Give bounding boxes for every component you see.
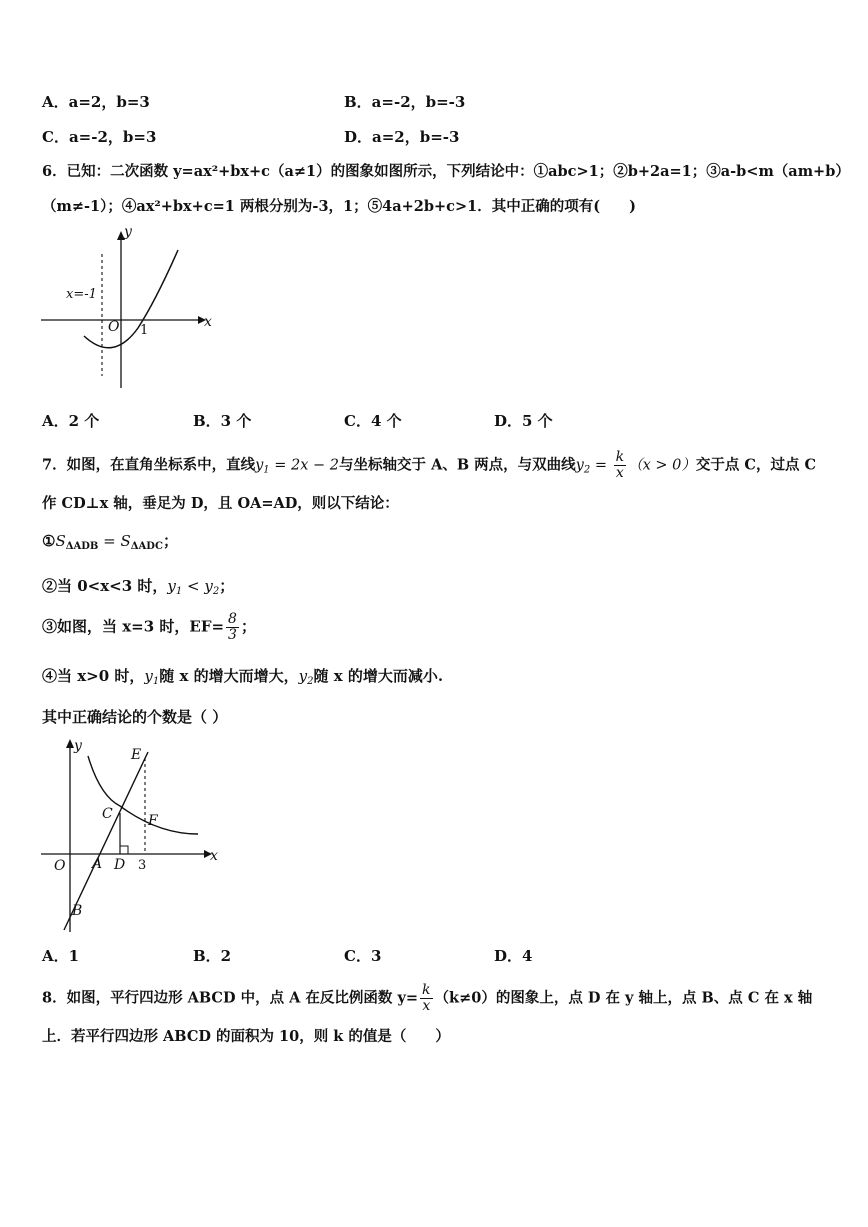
- q7-statement-4: ④当 x>0 时，$y_1$随 x 的增大而增大，$y_2$随 x 的增大而减小.: [42, 667, 444, 687]
- q8-line-2: 上．若平行四边形 ABCD 的面积为 10，则 k 的值是（ ）: [42, 1028, 450, 1045]
- q6-option-b: B．3 个: [193, 412, 252, 430]
- q7-line-1: 7．如图，在直角坐标系中，直线$y_1 = 2x - 2$与坐标轴交于 A、B 两点，与双曲线$y_2$ = $\frac{k}{x}$ （x > 0）交于点 C，过点 C: [42, 449, 817, 481]
- q6-line-1: 6．已知：二次函数 y=ax²+bx+c（a≠1）的图象如图所示，下列结论中：①abc>1；②b+2a=1；③a-b<m（am+b）: [42, 163, 850, 180]
- q6-option-d: D．5 个: [494, 412, 553, 430]
- q7-origin-label: O: [54, 858, 66, 874]
- q7-option-a: A．1: [42, 947, 80, 965]
- hyperbola-curve: [88, 756, 198, 834]
- q7-point-f: F: [148, 813, 158, 829]
- q6-line-2: （m≠-1）；④ax²+bx+c=1 两根分别为-3，1；⑤4a+2b+c>1．其中正确的项有( ): [42, 198, 636, 215]
- q7-point-d: D: [114, 857, 126, 873]
- q6-option-c: C．4 个: [344, 412, 402, 430]
- q8-line-1: 8．如图，平行四边形 ABCD 中，点 A 在反比例函数 y= $\frac{k}{x}$ （k≠0）的图象上，点 D 在 y 轴上，点 B、点 C 在 x 轴: [42, 982, 813, 1014]
- q8-k-over-x: $\frac{k}{x}$: [422, 982, 431, 1014]
- q7-x-label: x: [210, 848, 218, 864]
- q5-option-c: C．a=-2，b=3: [42, 128, 157, 146]
- q7-line-hyperbola-graph: [38, 734, 218, 934]
- y-axis-arrow: [66, 739, 74, 748]
- q6-symmetry-label: x=-1: [66, 287, 97, 302]
- q7-line-2: 作 CD⊥x 轴，垂足为 D，且 OA=AD，则以下结论：: [42, 495, 399, 512]
- q7-point-a: A: [92, 856, 103, 872]
- q7-statement-2: ②当 0<x<3 时，$y_1 < y_2$；: [42, 577, 235, 597]
- q6-y-label: y: [124, 228, 132, 240]
- q7-point-c: C: [102, 806, 113, 822]
- q7-point-e: E: [131, 747, 142, 763]
- q7-tick-3: 3: [138, 858, 147, 873]
- q6-root-label: 1: [140, 323, 149, 338]
- q7-point-b: B: [72, 903, 83, 919]
- q5-option-b: B．a=-2，b=-3: [344, 93, 466, 111]
- q7-statement-3: ③如图，当 x=3 时，EF= $\frac{8}{3}$ ；: [42, 611, 256, 643]
- q7-eight-thirds: $\frac{8}{3}$: [228, 611, 237, 643]
- q7-option-b: B．2: [193, 947, 232, 965]
- q7-statement-1: $①S_{\Delta ADB} = S_{\Delta ADC}$；: [42, 532, 178, 552]
- q6-x-label: x: [204, 314, 212, 330]
- q6-parabola-graph: [38, 228, 218, 392]
- q5-option-d: D．a=2，b=-3: [344, 128, 460, 146]
- q7-question: 其中正确结论的个数是（ ）: [42, 708, 228, 726]
- q6-origin-label: O: [108, 319, 120, 335]
- q7-option-d: D．4: [494, 947, 533, 965]
- q7-option-c: C．3: [344, 947, 382, 965]
- right-angle-mark: [120, 846, 128, 854]
- q7-y-label: y: [74, 738, 82, 754]
- q5-option-a: A．a=2，b=3: [42, 93, 150, 111]
- q6-option-a: A．2 个: [42, 412, 100, 430]
- q7-k-over-x: $\frac{k}{x}$: [615, 449, 625, 481]
